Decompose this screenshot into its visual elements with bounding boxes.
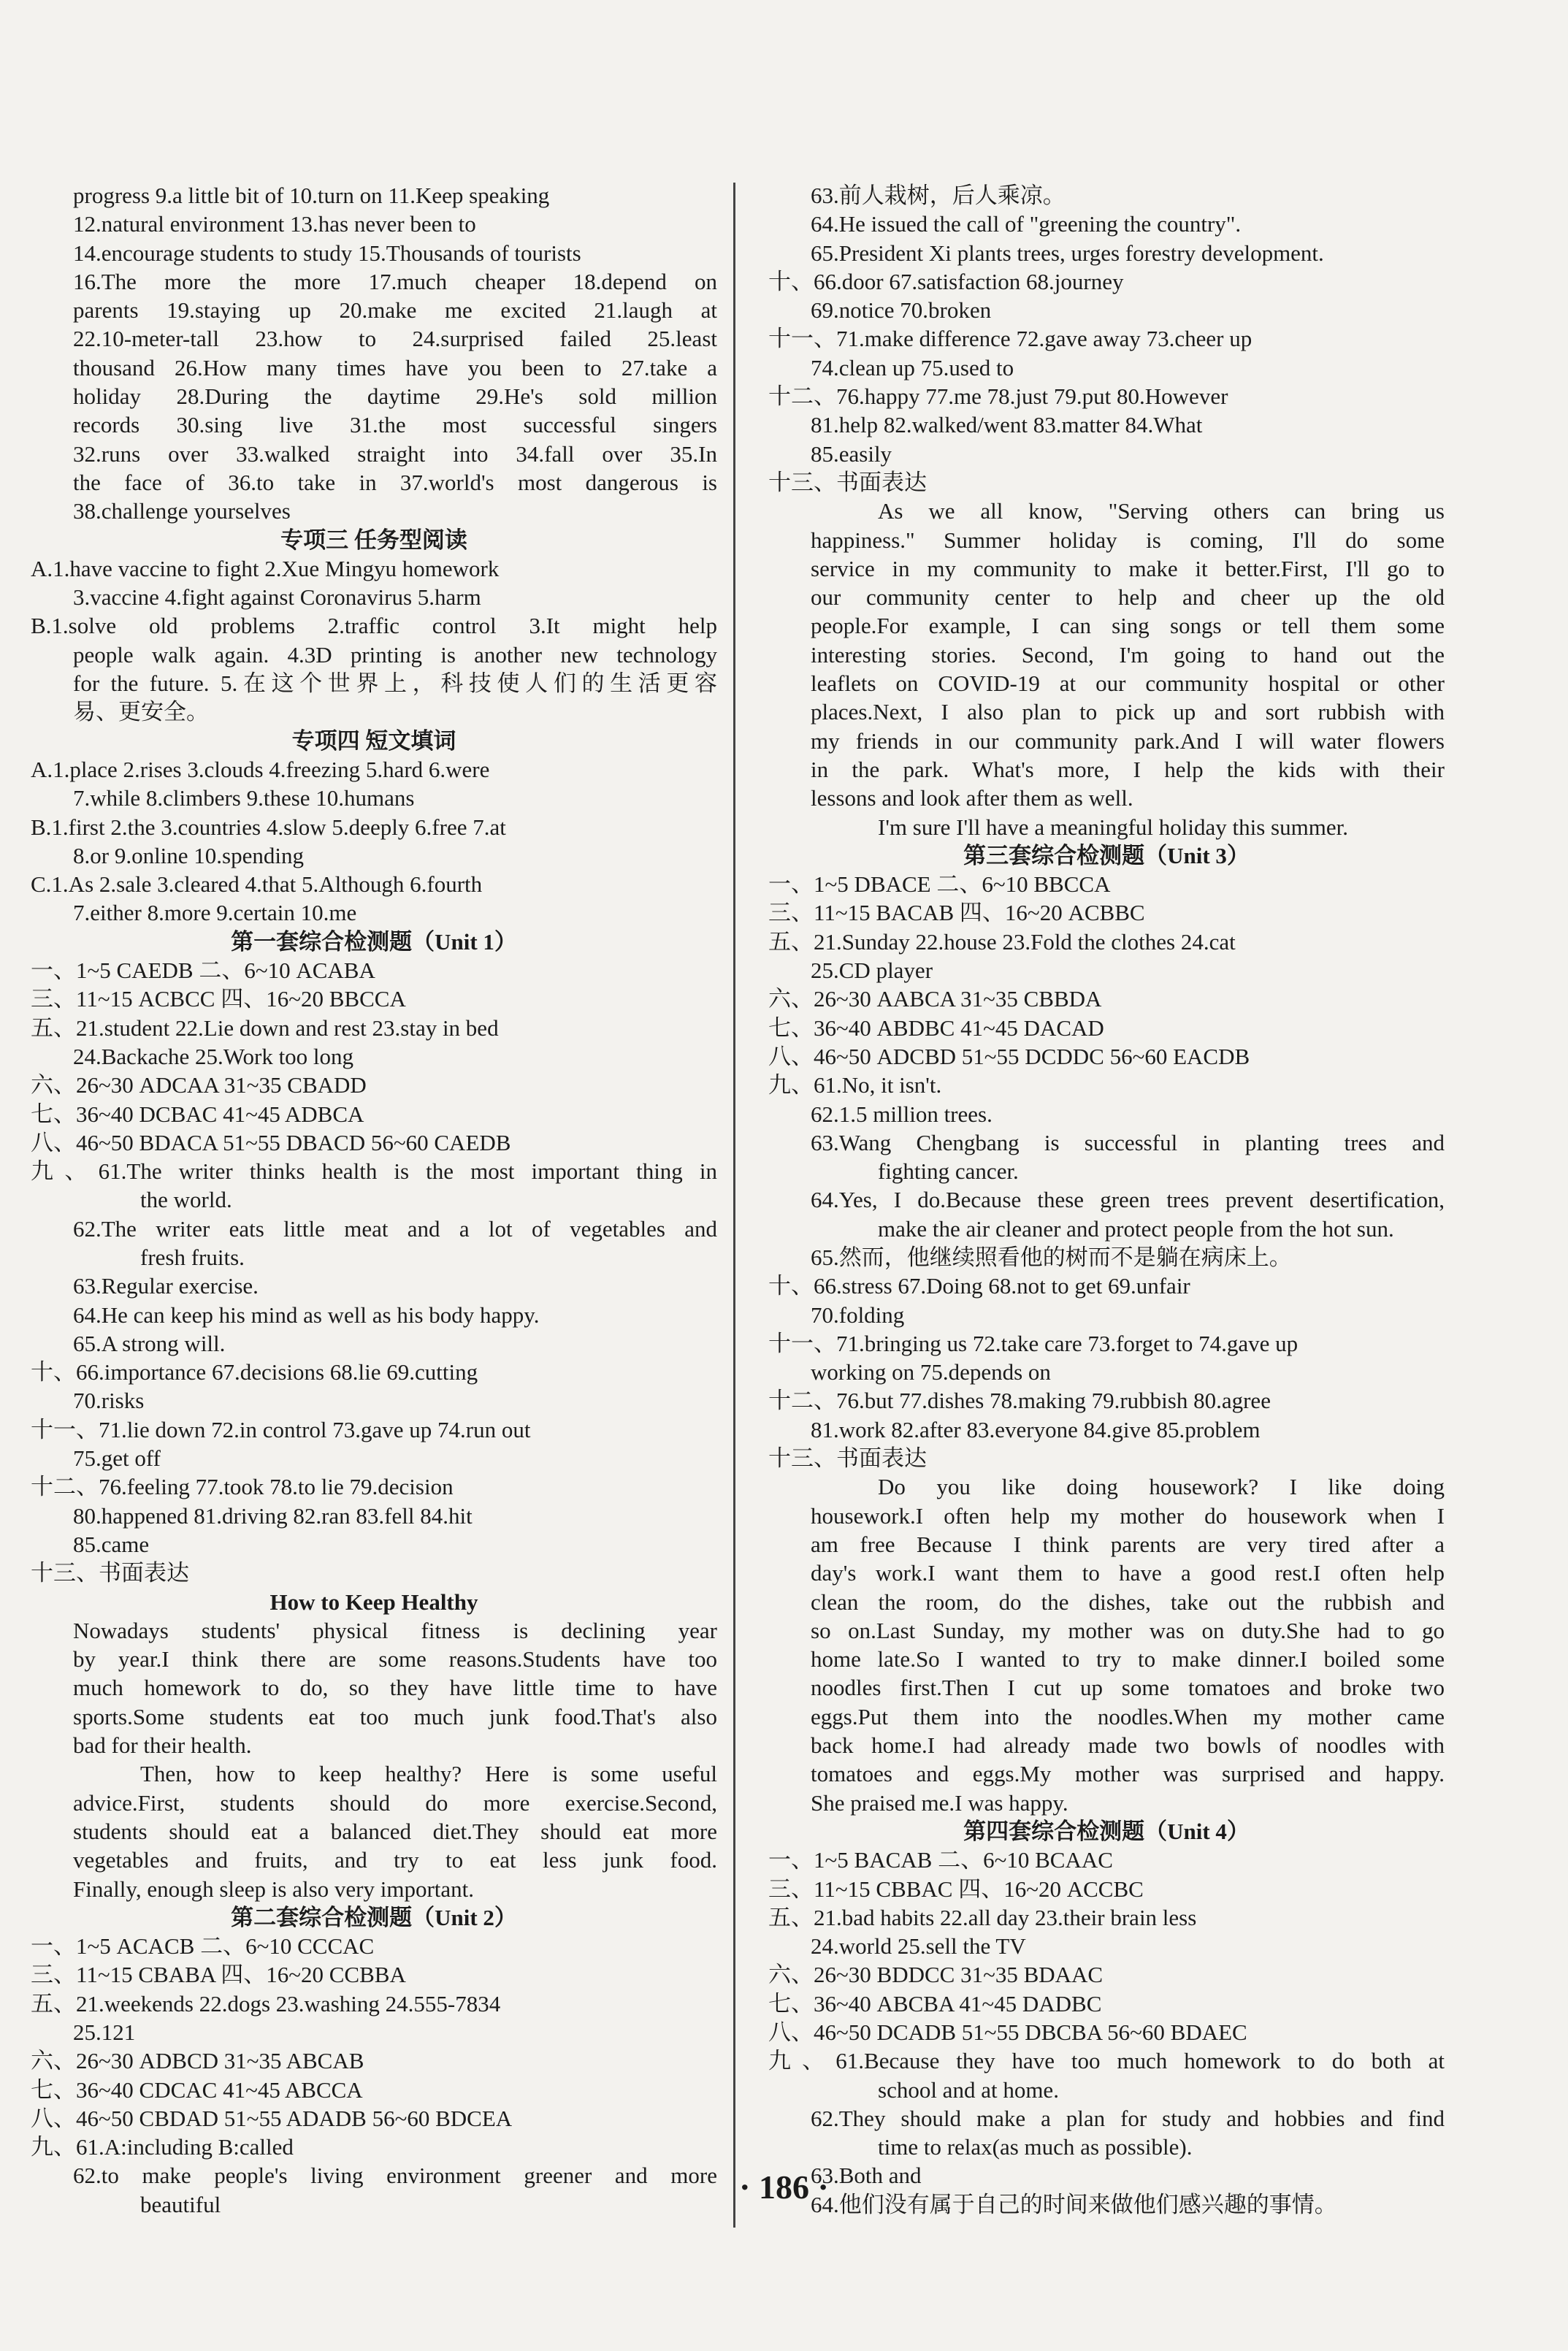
answer-line: 第三套综合检测题（Unit 3）: [963, 842, 1250, 868]
answer-line: in the park. What's more, I help the kids with their: [811, 756, 1445, 782]
answer-line: 12.natural environment 13.has never been to: [73, 211, 476, 237]
answer-line: 第四套综合检测题（Unit 4）: [963, 1818, 1250, 1844]
answer-line: by year.I think there are some reasons.Students have too: [73, 1646, 717, 1673]
answer-line: fighting cancer.: [878, 1158, 1019, 1185]
answer-line: 专项三 任务型阅读: [280, 527, 467, 553]
answer-line: I'm sure I'll have a meaningful holiday this summer.: [878, 814, 1348, 840]
answer-line: time to relax(as much as possible).: [878, 2134, 1193, 2160]
left-column: [31, 181, 717, 2219]
answer-line: people walk again. 4.3D printing is another new technology: [73, 641, 717, 668]
answer-line: 一、1~5 DBACE 二、6~10 BBCCA: [768, 871, 1111, 898]
answer-line: home late.So I wanted to try to make dinner.I boiled some: [811, 1646, 1445, 1673]
answer-line: 81.help 82.walked/went 83.matter 84.What: [811, 412, 1203, 438]
answer-line: 十三、书面表达: [31, 1560, 189, 1586]
answer-line: A.1.have vaccine to fight 2.Xue Mingyu homework: [31, 555, 500, 581]
answer-line: 一、1~5 BACAB 二、6~10 BCAAC: [768, 1847, 1113, 1873]
answer-line: 80.happened 81.driving 82.ran 83.fell 84.hit: [73, 1502, 473, 1529]
answer-line: 六、26~30 ADBCD 31~35 ABCAB: [31, 2048, 364, 2074]
right-column: [768, 181, 1445, 2219]
answer-line: 65.President Xi plants trees, urges forestry development.: [811, 240, 1324, 266]
answer-line: 一、1~5 ACACB 二、6~10 CCCAC: [31, 1933, 375, 1960]
answer-line: How to Keep Healthy: [269, 1589, 478, 1615]
answer-line: tomatoes and eggs.My mother was surprised and happy.: [811, 1761, 1445, 1787]
answer-line: 25.121: [73, 2019, 136, 2045]
answer-line: Finally, enough sleep is also very important.: [73, 1876, 475, 1902]
answer-line: 74.clean up 75.used to: [811, 354, 1014, 381]
answer-line: fresh fruits.: [140, 1244, 245, 1270]
answer-line: beautiful: [140, 2191, 221, 2217]
answer-line: 九、61.Because they have too much homework to do both at: [768, 2048, 1445, 2074]
answer-line: 63.前人栽树，后人乘凉。: [811, 183, 1066, 208]
answer-line: am free Because I think parents are very tired after a: [811, 1531, 1445, 1557]
answer-line: 第二套综合检测题（Unit 2）: [231, 1904, 517, 1930]
answer-line: my friends in our community park.And I will water flowers: [811, 727, 1445, 754]
answer-line: 64.He can keep his mind as well as his body happy.: [73, 1301, 540, 1328]
answer-line: Do you like doing housework? I like doing: [878, 1474, 1445, 1500]
answer-line: 一、1~5 CAEDB 二、6~10 ACABA: [31, 957, 375, 984]
answer-line: eggs.Put them into the noodles.When my mother came: [811, 1703, 1445, 1729]
answer-line: 十二、76.happy 77.me 78.just 79.put 80.However: [768, 383, 1228, 410]
answer-line: She praised me.I was happy.: [811, 1789, 1068, 1816]
answer-line: 九、61.The writer thinks health is the most important thing in: [31, 1158, 717, 1185]
answer-line: 十、66.importance 67.decisions 68.lie 69.cutting: [31, 1359, 478, 1385]
answer-line: lessons and look after them as well.: [811, 785, 1133, 811]
answer-line: 64.He issued the call of "greening the country".: [811, 211, 1242, 237]
answer-line: progress 9.a little bit of 10.turn on 11.Keep speaking: [73, 183, 550, 208]
answer-line: 五、21.bad habits 22.all day 23.their brain less: [768, 1904, 1197, 1930]
answer-line: 62.The writer eats little meat and a lot of vegetables and: [73, 1215, 717, 1242]
answer-line: school and at home.: [878, 2076, 1059, 2103]
answer-line: for the future. 5.在这个世界上，科技使人们的生活更容: [73, 670, 717, 697]
answer-line: 专项四 短文填词: [291, 727, 456, 754]
column-divider: [733, 183, 735, 2228]
answer-line: 85.easily: [811, 440, 892, 467]
answer-line: 十三、书面表达: [768, 469, 927, 495]
answer-line: 十二、76.feeling 77.took 78.to lie 79.decision: [31, 1474, 454, 1500]
answer-line: 八、46~50 CBDAD 51~55 ADADB 56~60 BDCEA: [31, 2105, 513, 2131]
answer-line: 五、21.student 22.Lie down and rest 23.stay in bed: [31, 1014, 499, 1041]
answer-line: students should eat a balanced diet.They should eat more: [73, 1818, 717, 1844]
answer-line: 63.Both and: [811, 2163, 922, 2189]
answer-line: day's work.I want them to have a good rest.I often help: [811, 1560, 1445, 1586]
answer-line: 六、26~30 AABCA 31~35 CBBDA: [768, 986, 1102, 1012]
answer-line: C.1.As 2.sale 3.cleared 4.that 5.Although 6.fourth: [31, 871, 483, 898]
answer-line: 十一、71.bringing us 72.take care 73.forget to 74.gave up: [768, 1330, 1299, 1356]
answer-line: B.1.solve old problems 2.traffic control 3.It might help: [31, 613, 717, 639]
answer-line: As we all know, "Serving others can bring us: [878, 498, 1445, 524]
answer-line: Nowadays students' physical fitness is declining year: [73, 1617, 717, 1643]
answer-line: 63.Regular exercise.: [73, 1273, 259, 1299]
answer-line: 三、11~15 CBBAC 四、16~20 ACCBC: [768, 1876, 1144, 1902]
answer-line: 7.while 8.climbers 9.these 10.humans: [73, 785, 415, 811]
answer-line: 3.vaccine 4.fight against Coronavirus 5.harm: [73, 584, 481, 611]
answer-line: 16.The more the more 17.much cheaper 18.depend on: [73, 268, 717, 294]
answer-line: working on 75.depends on: [811, 1359, 1051, 1385]
answer-line: the world.: [140, 1187, 232, 1213]
answer-line: 七、36~40 CDCAC 41~45 ABCCA: [31, 2076, 363, 2103]
answer-line: housework.I often help my mother do housework when I: [811, 1502, 1445, 1529]
answer-line: 八、46~50 BDACA 51~55 DBACD 56~60 CAEDB: [31, 1129, 511, 1155]
answer-line: 三、11~15 BACAB 四、16~20 ACBBC: [768, 900, 1145, 926]
answer-line: 22.10-meter-tall 23.how to 24.surprised failed 25.least: [73, 326, 717, 352]
answer-line: service in my community to make it better.First, I'll go to: [811, 555, 1445, 581]
answer-line: 三、11~15 CBABA 四、16~20 CCBBA: [31, 1962, 406, 1988]
answer-line: 75.get off: [73, 1445, 161, 1472]
answer-line: 六、26~30 ADCAA 31~35 CBADD: [31, 1072, 367, 1098]
answer-line: our community center to help and cheer up the old: [811, 584, 1445, 611]
answer-line: 70.folding: [811, 1301, 905, 1328]
answer-line: happiness." Summer holiday is coming, I'll do some: [811, 527, 1445, 553]
answer-line: 62.They should make a plan for study and hobbies and find: [811, 2105, 1445, 2131]
answer-line: 八、46~50 ADCBD 51~55 DCDDC 56~60 EACDB: [768, 1043, 1250, 1069]
answer-line: 十二、76.but 77.dishes 78.making 79.rubbish 80.agree: [768, 1388, 1271, 1414]
answer-line: 70.risks: [73, 1388, 145, 1414]
answer-line: A.1.place 2.rises 3.clouds 4.freezing 5.hard 6.were: [31, 756, 490, 782]
answer-line: 63.Wang Chengbang is successful in planting trees and: [811, 1129, 1445, 1155]
answer-line: 65.A strong will.: [73, 1330, 226, 1356]
answer-line: clean the room, do the dishes, take out the rubbish and: [811, 1589, 1445, 1615]
answer-line: vegetables and fruits, and try to eat less junk food.: [73, 1847, 717, 1873]
answer-line: interesting stories. Second, I'm going to hand out the: [811, 641, 1445, 668]
answer-line: 85.came: [73, 1531, 150, 1557]
answer-line: 62.1.5 million trees.: [811, 1101, 993, 1127]
answer-line: 25.CD player: [811, 957, 933, 984]
answer-line: back home.I had already made two bowls of noodles with: [811, 1732, 1445, 1759]
answer-line: 8.or 9.online 10.spending: [73, 842, 304, 868]
answer-line: 64.Yes, I do.Because these green trees prevent desertification,: [811, 1187, 1445, 1213]
answer-line: 62.to make people's living environment greener and more: [73, 2163, 717, 2189]
answer-line: leaflets on COVID-19 at our community hospital or other: [811, 670, 1445, 697]
answer-line: 第一套综合检测题（Unit 1）: [231, 928, 517, 955]
answer-line: 九、61.A:including B:called: [31, 2134, 294, 2160]
answer-line: places.Next, I also plan to pick up and sort rubbish with: [811, 699, 1445, 725]
answer-line: noodles first.Then I cut up some tomatoes and broke two: [811, 1675, 1445, 1701]
answer-line: 65.然而，他继续照看他的树而不是躺在病床上。: [811, 1244, 1292, 1270]
answer-line: 九、61.No, it isn't.: [768, 1072, 942, 1098]
answer-line: 64.他们没有属于自己的时间来做他们感兴趣的事情。: [811, 2191, 1337, 2217]
answer-line: 38.challenge yourselves: [73, 498, 291, 524]
answer-line: parents 19.staying up 20.make me excited 21.laugh at: [73, 297, 717, 324]
answer-line: 7.either 8.more 9.certain 10.me: [73, 900, 357, 926]
answer-line: 24.world 25.sell the TV: [811, 1933, 1026, 1960]
answer-line: 三、11~15 ACBCC 四、16~20 BBCCA: [31, 986, 406, 1012]
answer-line: 十一、71.lie down 72.in control 73.gave up 74.run out: [31, 1416, 531, 1442]
answer-line: sports.Some students eat too much junk food.That's also: [73, 1703, 717, 1729]
answer-line: so on.Last Sunday, my mother was on duty.She had to go: [811, 1617, 1445, 1643]
answer-line: 五、21.Sunday 22.house 23.Fold the clothes 24.cat: [768, 928, 1236, 955]
answer-line: 十一、71.make difference 72.gave away 73.cheer up: [768, 326, 1253, 352]
answer-line: people.For example, I can sing songs or tell them some: [811, 613, 1445, 639]
page-number: · 186 ·: [739, 2168, 829, 2206]
answer-line: 14.encourage students to study 15.Thousands of tourists: [73, 240, 581, 266]
answer-line: 32.runs over 33.walked straight into 34.fall over 35.In: [73, 440, 717, 467]
answer-line: 七、36~40 ABDBC 41~45 DACAD: [768, 1014, 1104, 1041]
answer-line: the face of 36.to take in 37.world's most dangerous is: [73, 469, 717, 495]
answer-line: 易、更安全。: [73, 699, 209, 725]
answer-line: 六、26~30 BDDCC 31~35 BDAAC: [768, 1962, 1104, 1988]
answer-line: make the air cleaner and protect people from the hot sun.: [878, 1215, 1394, 1242]
answer-line: 十三、书面表达: [768, 1445, 927, 1472]
answer-line: 81.work 82.after 83.everyone 84.give 85.problem: [811, 1416, 1261, 1442]
answer-line: 五、21.weekends 22.dogs 23.washing 24.555-7834: [31, 1990, 501, 2016]
answer-line: bad for their health.: [73, 1732, 252, 1759]
answer-line: records 30.sing live 31.the most successful singers: [73, 412, 717, 438]
answer-line: advice.First, students should do more exercise.Second,: [73, 1789, 717, 1816]
answer-line: holiday 28.During the daytime 29.He's sold million: [73, 383, 717, 410]
answer-line: 十、66.door 67.satisfaction 68.journey: [768, 268, 1124, 294]
answer-line: 69.notice 70.broken: [811, 297, 992, 324]
answer-line: 24.Backache 25.Work too long: [73, 1043, 354, 1069]
answer-line: 七、36~40 ABCBA 41~45 DADBC: [768, 1990, 1102, 2016]
answer-line: much homework to do, so they have little time to have: [73, 1675, 717, 1701]
answer-line: B.1.first 2.the 3.countries 4.slow 5.deeply 6.free 7.at: [31, 814, 506, 840]
answer-line: 十、66.stress 67.Doing 68.not to get 69.unfair: [768, 1273, 1190, 1299]
answer-line: 七、36~40 DCBAC 41~45 ADBCA: [31, 1101, 364, 1127]
answer-line: thousand 26.How many times have you been to 27.take a: [73, 354, 717, 381]
answer-line: 八、46~50 DCADB 51~55 DBCBA 56~60 BDAEC: [768, 2019, 1247, 2045]
answer-line: Then, how to keep healthy? Here is some useful: [140, 1761, 717, 1787]
